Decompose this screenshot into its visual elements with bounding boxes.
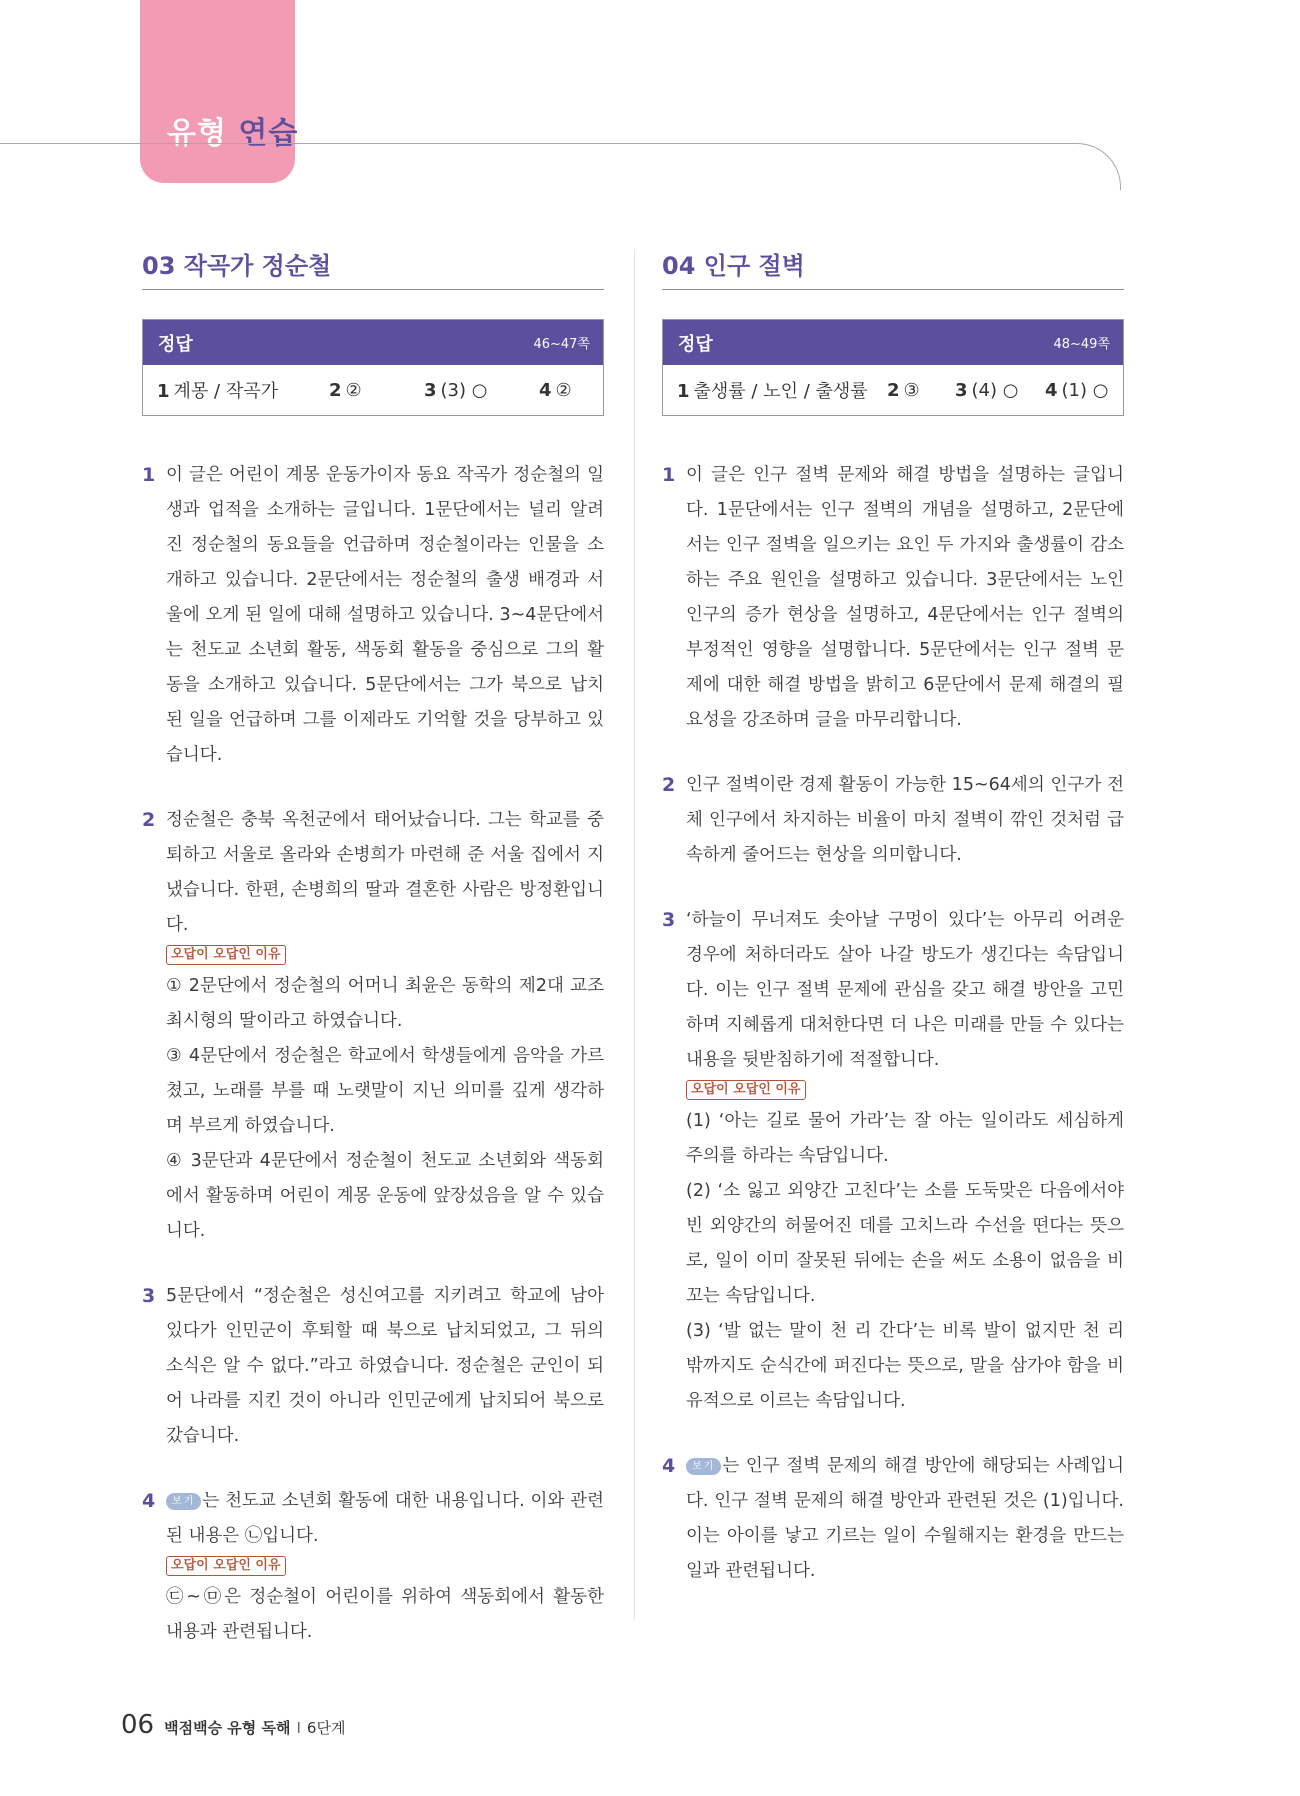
item-text: 보기 는 천도교 소년회 활동에 대한 내용입니다. 이와 관련된 내용은 ㉡입니다. — [166, 1491, 604, 1546]
item-number: 1 — [142, 464, 156, 486]
item-text: 이 글은 어린이 계몽 운동가이자 동요 작곡가 정순철의 일생과 업적을 소개하는 글입니다. 1문단에서는 널리 알려진 정순철의 동요들을 언급하며 정순철이라는 인물을 소개하고 있습니다. 2문단에서는 정순철의 출생 배경과 서울에 오게 된 일에 대해 설명하고 있습니다. 3~4문단에서는 천도교 소년회 활동, 색동회 활동을 중심으로 그의 활동을 소개하고 있습니다. 5문단에서는 그가 북으로 납치된 일을 언급하며 그를 이제라도 기억할 것을 당부하고 있습니다. — [166, 465, 604, 765]
wrong-answer-tag: 오답이 오답인 이유 — [686, 1080, 806, 1100]
explanation-list — [142, 458, 604, 1650]
wrong-answer-tag: 오답이 오답인 이유 — [166, 1556, 286, 1576]
section-title: 03 작곡가 정순철 — [142, 246, 604, 290]
answer-header — [663, 320, 1123, 365]
answer-label: 정답 — [678, 333, 713, 355]
column-divider — [634, 250, 635, 1620]
answer-1: 1 출생률 / 노인 / 출생률 — [677, 381, 868, 402]
tab-label-part2: 연습 — [238, 116, 299, 151]
answer-3: 3 (4) ○ — [955, 379, 1019, 401]
book-level: 6단계 — [306, 1719, 346, 1737]
answer-4: 4 (1) ○ — [1045, 379, 1109, 401]
explanation-item — [142, 458, 604, 773]
item-text: 5문단에서 “정순철은 성신여고를 지키려고 학교에 남아 있다가 인민군이 후퇴할 때 북으로 납치되었고, 그 뒤의 소식은 알 수 없다.”라고 하였습니다. 정순철은 군인이 되어 나라를 지킨 것이 아니라 인민군에게 납치되어 북으로 갔습니다. — [166, 1286, 604, 1446]
explanation-item — [142, 1279, 604, 1454]
explanation-item — [142, 803, 604, 1249]
wrong-answer-tag: 오답이 오답인 이유 — [166, 945, 286, 965]
header-rule-corner — [1060, 143, 1121, 190]
reason-text: ㉢~㉤은 정순철이 어린이를 위하여 색동회에서 활동한 내용과 관련됩니다. — [166, 1587, 604, 1642]
section-title: 04 인구 절벽 — [662, 246, 1124, 290]
answer-row — [143, 365, 603, 415]
item-text: 이 글은 인구 절벽 문제와 해결 방법을 설명하는 글입니다. 1문단에서는 인구 절벽의 개념을 설명하고, 2문단에서는 인구 절벽을 일으키는 요인 두 가지와 출생률이 감소하는 주요 원인을 설명하고 있습니다. 3문단에서는 노인 인구의 증가 현상을 설명하고, 4문단에서는 인구 절벽의 부정적인 영향을 설명합니다. 5문단에서는 인구 절벽 문제에 대한 해결 방법을 밝히고 6문단에서 문제 해결의 필요성을 강조하며 글을 마무리합니다. — [686, 465, 1124, 730]
explanation-item — [142, 1484, 604, 1650]
answer-2: 2 ③ — [887, 379, 920, 401]
right-column — [662, 246, 1124, 1619]
section-tab — [140, 0, 295, 183]
book-title: 백점백승 유형 독해 — [164, 1719, 291, 1737]
item-number: 1 — [662, 464, 676, 486]
section-tab-label — [167, 108, 298, 152]
answer-pages: 46~47쪽 — [533, 337, 590, 352]
explanation-item — [662, 1449, 1124, 1589]
item-number: 3 — [662, 909, 676, 931]
page-number: 06 — [121, 1710, 155, 1740]
reason-text: ③ 4문단에서 정순철은 학교에서 학생들에게 음악을 가르쳤고, 노래를 부를 때 노랫말이 지닌 의미를 깊게 생각하며 부르게 하였습니다. — [166, 1046, 604, 1136]
item-number: 3 — [142, 1285, 156, 1307]
item-text: ‘하늘이 무너져도 솟아날 구멍이 있다’는 아무리 어려운 경우에 처하더라도 살아 나갈 방도가 생긴다는 속담입니다. 이는 인구 절벽 문제에 관심을 갖고 해결 방안을 고민하며 지혜롭게 대처한다면 더 나은 미래를 만들 수 있다는 내용을 뒷받침하기에 적절합니다. — [686, 910, 1124, 1070]
tab-label-part1: 유형 — [167, 116, 227, 151]
bogi-badge: 보기 — [686, 1458, 721, 1475]
answer-1: 1 계몽 / 작곡가 — [157, 381, 278, 402]
answer-4: 4 ② — [539, 379, 572, 401]
reason-text: ④ 3문단과 4문단에서 정순철이 천도교 소년회와 색동회에서 활동하며 어린이 계몽 운동에 앞장섰음을 알 수 있습니다. — [166, 1151, 604, 1241]
item-number: 2 — [142, 809, 156, 831]
footer-separator: I — [296, 1719, 301, 1737]
answer-3: 3 (3) ○ — [424, 379, 488, 401]
reason-text: (3) ‘발 없는 말이 천 리 간다’는 비록 발이 없지만 천 리 밖까지도 순식간에 퍼진다는 뜻으로, 말을 삼가야 함을 비유적으로 이르는 속담입니다. — [686, 1321, 1124, 1411]
reason-text: ① 2문단에서 정순철의 어머니 최윤은 동학의 제2대 교조 최시형의 딸이라고 하였습니다. — [166, 976, 604, 1031]
page-footer — [121, 1710, 345, 1740]
answer-header — [143, 320, 603, 365]
explanation-list — [662, 458, 1124, 1589]
reason-text: (1) ‘아는 길로 물어 가라’는 잘 아는 일이라도 세심하게 주의를 하라는 속담입니다. — [686, 1111, 1124, 1166]
header-rule — [0, 143, 1070, 144]
bogi-badge: 보기 — [166, 1493, 201, 1510]
item-text: 정순철은 충북 옥천군에서 태어났습니다. 그는 학교를 중퇴하고 서울로 올라와 손병희가 마련해 준 서울 집에서 지냈습니다. 한편, 손병희의 딸과 결혼한 사람은 방정환입니다. — [166, 810, 604, 935]
item-text: 보기 는 인구 절벽 문제의 해결 방안에 해당되는 사례입니다. 인구 절벽 문제의 해결 방안과 관련된 것은 (1)입니다. 이는 아이를 낳고 기르는 일이 수월해지는 환경을 만드는 일과 관련됩니다. — [686, 1456, 1124, 1581]
answer-label: 정답 — [158, 333, 193, 355]
reason-text: (2) ‘소 잃고 외양간 고친다’는 소를 도둑맞은 다음에서야 빈 외양간의 허물어진 데를 고치느라 수선을 떤다는 뜻으로, 일이 이미 잘못된 뒤에는 손을 써도 소용이 없음을 비꼬는 속담입니다. — [686, 1181, 1124, 1306]
item-number: 2 — [662, 774, 676, 796]
answer-row — [663, 365, 1123, 415]
answer-box — [142, 319, 604, 416]
answer-2: 2 ② — [329, 379, 362, 401]
item-text: 인구 절벽이란 경제 활동이 가능한 15~64세의 인구가 전체 인구에서 차지하는 비율이 마치 절벽이 깎인 것처럼 급속하게 줄어드는 현상을 의미합니다. — [686, 775, 1124, 865]
left-column — [142, 246, 604, 1680]
explanation-item — [662, 903, 1124, 1419]
answer-pages: 48~49쪽 — [1053, 337, 1110, 352]
answer-box — [662, 319, 1124, 416]
item-number: 4 — [142, 1490, 156, 1512]
explanation-item — [662, 458, 1124, 738]
explanation-item — [662, 768, 1124, 873]
item-number: 4 — [662, 1455, 676, 1477]
